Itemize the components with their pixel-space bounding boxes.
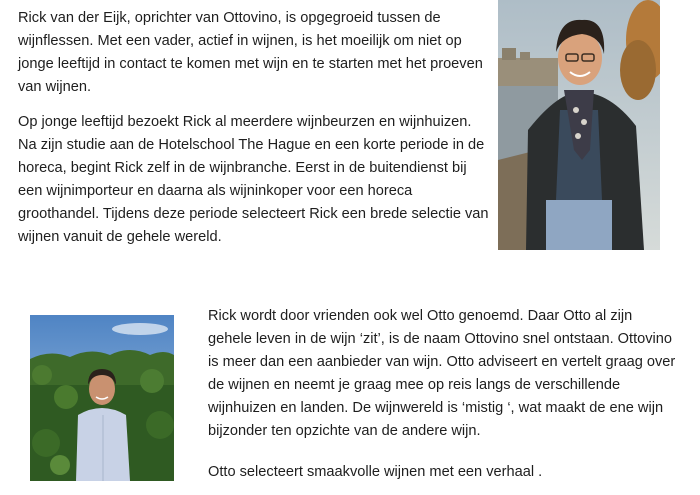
nickname-paragraph: Rick wordt door vrienden ook wel Otto genoemd. Daar Otto al zijn gehele leven in de wijn ‘zit’, is de naam Ottovino snel ontstaan. Ottovino is meer dan een aanbieder van wijn. Otto adviseert en vertelt graag over de wijnen en neemt je graag mee op reis langs de verschillende wijnhuizen en landen. De wijnwereld is ‘mistig ‘, wat maakt de ene wijn bijzonder ten opzichte van de andere wijn. (208, 308, 676, 439)
rick-city-photo (498, 0, 660, 250)
closing-line: Otto selecteert smaakvolle wijnen met een verhaal . (208, 464, 543, 480)
career-paragraph: Op jonge leeftijd bezoekt Rick al meerdere wijnbeurzen en wijnhuizen. Na zijn studie aan de Hotelschool The Hague en een korte periode in de horeca, begint Rick zelf in de wijnbranche. Eerst in de buitendienst bij een wijnimporteur en daarna als wijninkoper voor een horeca groothandel. Tijdens deze periode selecteert Rick een brede selectie van wijnen vanuit de gehele wereld. (18, 114, 489, 245)
rick-vineyard-photo (30, 315, 174, 481)
intro-paragraph: Rick van der Eijk, oprichter van Ottovino, is opgegroeid tussen de wijnflessen. Met een vader, actief in wijnen, is het moeilijk om niet op jonge leeftijd in contact te komen met wijn en te starten met het proeven van wijnen. (18, 10, 483, 95)
